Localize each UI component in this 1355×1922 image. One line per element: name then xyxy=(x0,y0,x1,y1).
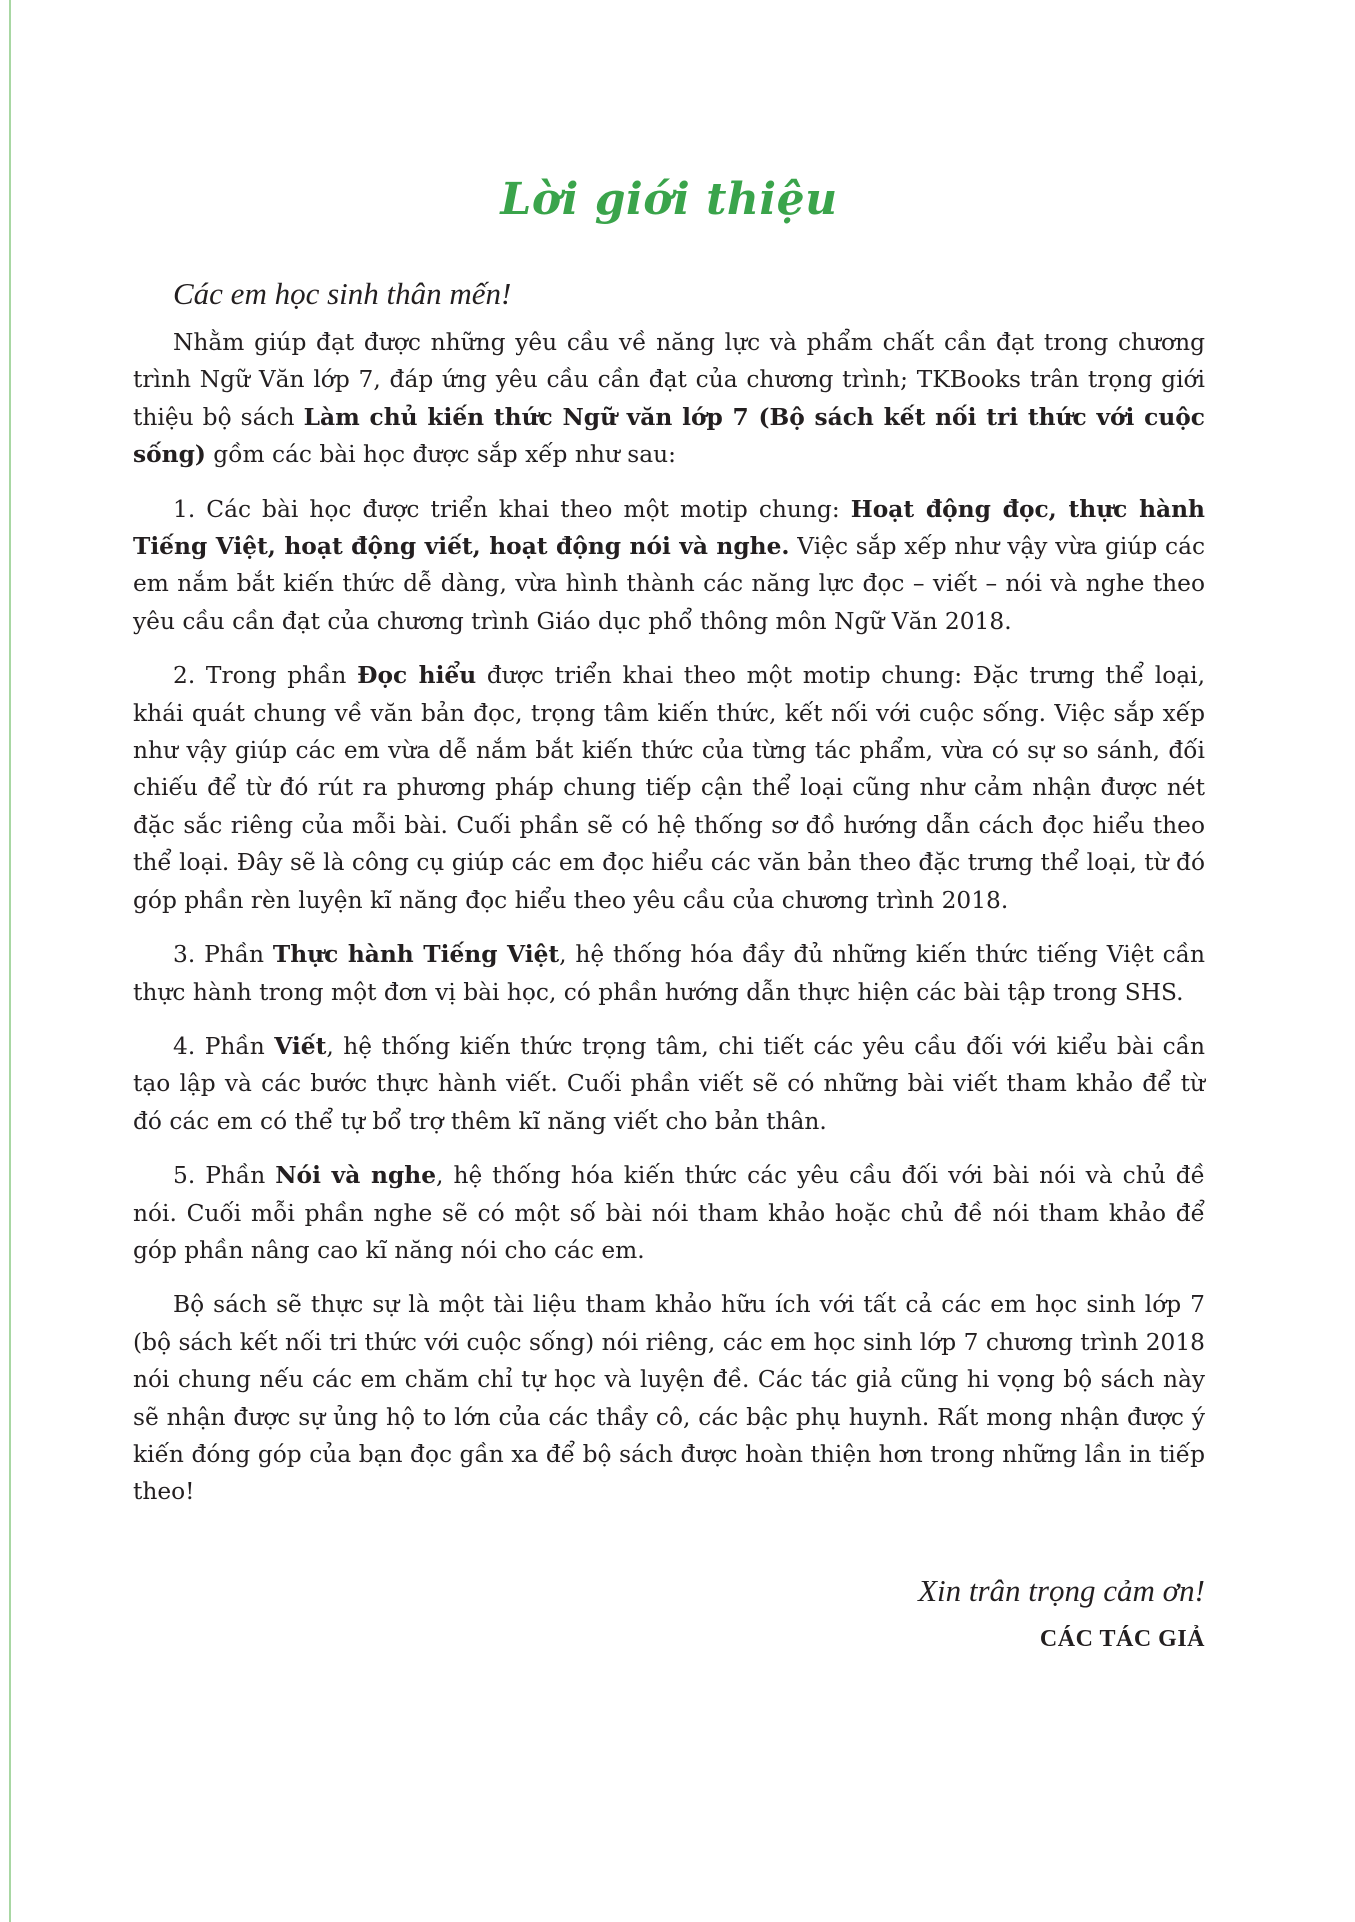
page-title: Lời giới thiệu xyxy=(500,174,838,225)
item-2-lead: 2. Trong phần xyxy=(173,662,358,690)
item-4-bold: Viết xyxy=(274,1032,327,1060)
item-3-bold: Thực hành Tiếng Việt xyxy=(272,941,560,969)
intro-paragraph xyxy=(133,324,1205,474)
item-3-text: , hệ thống hóa đầy đủ những kiến thức tiếng Việt cần thực hành trong một đơn vị bài học, có phần hướng dẫn thực hiện các bài tập trong SHS. xyxy=(133,941,1205,1006)
item-2-text: được triển khai theo một motip chung: Đặc trưng thể loại, khái quát chung về văn bản đọc, trọng tâm kiến thức, kết nối với cuộc sống. Việc sắp xếp như vậy giúp các em vừa dễ nắm bắt kiến thức của từng tác phẩm, vừa có sự so sánh, đối chiếu để từ đó rút ra phương pháp chung tiếp cận thể loại cũng như cảm nhận được nét đặc sắc riêng của mỗi bài. Cuối phần sẽ có hệ thống sơ đồ hướng dẫn cách đọc hiểu theo thể loại. Đây sẽ là công cụ giúp các em đọc hiểu các văn bản theo đặc trưng thể loại, từ đó góp phần rèn luyện kĩ năng đọc hiểu theo yêu cầu của chương trình 2018. xyxy=(133,662,1206,914)
list-item-5 xyxy=(133,1157,1205,1269)
item-1-bold: Hoạt động đọc, thực hành Tiếng Việt, hoạt động viết, hoạt động nói và nghe. xyxy=(133,495,1205,561)
item-1-text: Việc sắp xếp như vậy vừa giúp các em nắm bắt kiến thức dễ dàng, vừa hình thành các năng lực đọc – viết – nói và nghe theo yêu cầu cần đạt của chương trình Giáo dục phổ thông môn Ngữ Văn 2018. xyxy=(133,533,1206,635)
item-2-bold: Đọc hiểu xyxy=(357,662,477,690)
item-5-bold: Nói và nghe xyxy=(275,1162,437,1190)
item-1-lead: 1. Các bài học được triển khai theo một motip chung: xyxy=(173,495,851,523)
page-edge-rule xyxy=(9,0,11,1922)
list-item-3 xyxy=(133,936,1205,1011)
list-item-1 xyxy=(133,491,1205,641)
authors-signature: CÁC TÁC GIẢ xyxy=(1039,1625,1205,1652)
list-item-2 xyxy=(133,657,1205,919)
thanks-line: Xin trân trọng cảm ơn! xyxy=(918,1572,1205,1608)
intro-book-title: Làm chủ kiến thức Ngữ văn lớp 7 (Bộ sách kết nối tri thức với cuộc sống) xyxy=(133,403,1205,469)
item-5-text: , hệ thống hóa kiến thức các yêu cầu đối với bài nói và chủ đề nói. Cuối mỗi phần nghe sẽ có một số bài nói tham khảo hoặc chủ đề nói tham khảo để góp phần nâng cao kĩ năng nói cho các em. xyxy=(133,1162,1206,1264)
intro-text-1: Nhằm giúp đạt được những yêu cầu về năng lực và phẩm chất cần đạt trong chương trình Ngữ Văn lớp 7, đáp ứng yêu cầu cần đạt của chương trình; TKBooks trân trọng giới thiệu bộ sách xyxy=(133,329,1205,431)
item-4-text: , hệ thống kiến thức trọng tâm, chi tiết các yêu cầu đối với kiểu bài cần tạo lập và các bước thực hành viết. Cuối phần viết sẽ có những bài viết tham khảo để từ đó các em có thể tự bổ trợ thêm kĩ năng viết cho bản thân. xyxy=(133,1032,1205,1135)
greeting: Các em học sinh thân mến! xyxy=(173,276,512,311)
item-3-lead: 3. Phần xyxy=(173,941,273,969)
item-5-lead: 5. Phần xyxy=(173,1162,276,1190)
list-item-4 xyxy=(133,1028,1205,1140)
item-4-lead: 4. Phần xyxy=(173,1032,275,1060)
document-page xyxy=(133,0,1205,1657)
closing-paragraph: Bộ sách sẽ thực sự là một tài liệu tham khảo hữu ích với tất cả các em học sinh lớp 7 (bộ sách kết nối tri thức với cuộc sống) nói riêng, các em học sinh lớp 7 chương trình 2018 nói chung nếu các em chăm chỉ tự học và luyện đề. Các tác giả cũng hi vọng bộ sách này sẽ nhận được sự ủng hộ to lớn của các thầy cô, các bậc phụ huynh. Rất mong nhận được ý kiến đóng góp của bạn đọc gần xa để bộ sách được hoàn thiện hơn trong những lần in tiếp theo! xyxy=(133,1291,1205,1506)
intro-text-2: gồm các bài học được sắp xếp như sau: xyxy=(205,441,676,469)
